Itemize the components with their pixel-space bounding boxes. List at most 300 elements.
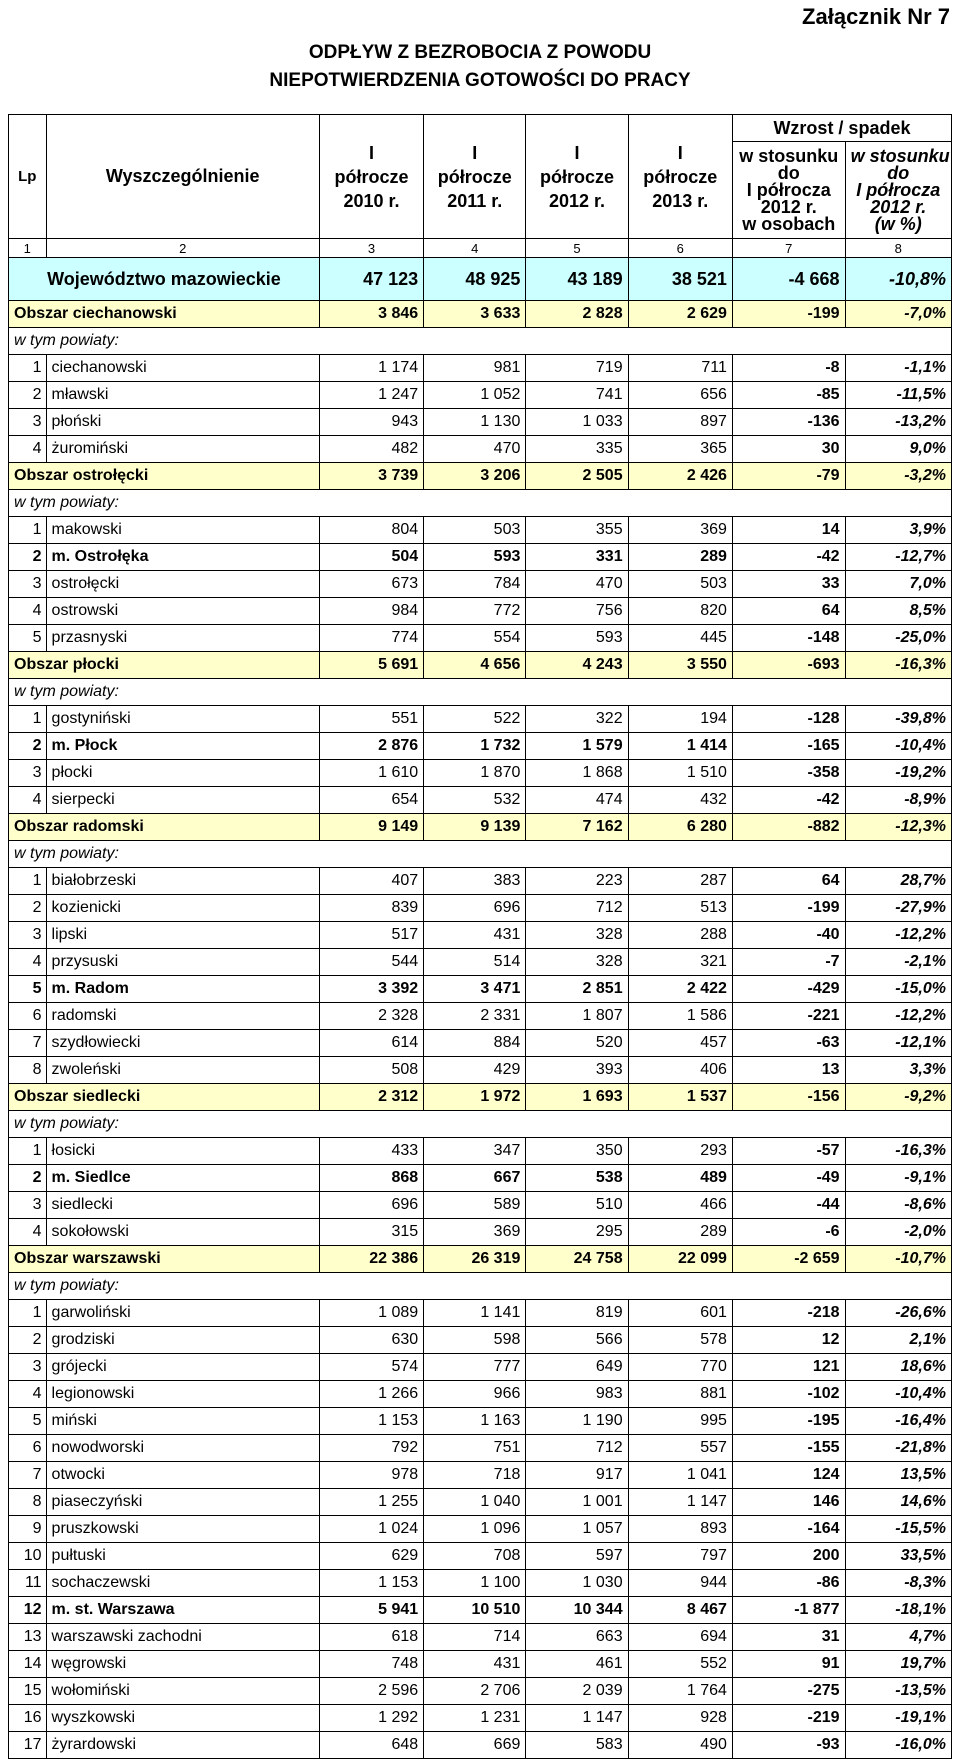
cell: 589 xyxy=(424,1192,526,1219)
powiaty-label: w tym powiaty: xyxy=(9,328,952,355)
cell: 2 039 xyxy=(526,1678,628,1705)
row-name: lipski xyxy=(46,922,319,949)
cell: 9,0% xyxy=(845,436,951,463)
cell: 1 764 xyxy=(628,1678,732,1705)
cell: -12,2% xyxy=(845,1003,951,1030)
cell: 667 xyxy=(424,1165,526,1192)
cell: 2 331 xyxy=(424,1003,526,1030)
cell: 406 xyxy=(628,1057,732,1084)
row-number: 3 xyxy=(9,409,47,436)
row-name: przysuski xyxy=(46,949,319,976)
cell: -9,2% xyxy=(845,1084,951,1111)
cell: 1 057 xyxy=(526,1516,628,1543)
cell: 797 xyxy=(628,1543,732,1570)
header-2011: I półrocze 2011 r. xyxy=(424,115,526,239)
region-name: Obszar radomski xyxy=(9,814,320,841)
cell: 508 xyxy=(319,1057,423,1084)
cell: 804 xyxy=(319,517,423,544)
cell: 1 414 xyxy=(628,733,732,760)
cell: 566 xyxy=(526,1327,628,1354)
cell: -10,8% xyxy=(845,258,951,301)
header-change-pct: w stosunku do I półrocza 2012 r. (w %) xyxy=(845,142,951,239)
cell: 770 xyxy=(628,1354,732,1381)
colnum: 3 xyxy=(319,239,423,258)
cell: -79 xyxy=(732,463,845,490)
cell: 1 153 xyxy=(319,1408,423,1435)
cell: 712 xyxy=(526,1435,628,1462)
voivodeship-name: Województwo mazowieckie xyxy=(9,258,320,301)
cell: 673 xyxy=(319,571,423,598)
row-name: piaseczyński xyxy=(46,1489,319,1516)
cell: 544 xyxy=(319,949,423,976)
cell: -156 xyxy=(732,1084,845,1111)
table-row xyxy=(9,1570,952,1597)
table-row xyxy=(9,436,952,463)
cell: 1 693 xyxy=(526,1084,628,1111)
cell: -3,2% xyxy=(845,463,951,490)
cell: -16,3% xyxy=(845,1138,951,1165)
cell: -13,2% xyxy=(845,409,951,436)
row-name: łosicki xyxy=(46,1138,319,1165)
cell: 47 123 xyxy=(319,258,423,301)
cell: 1 033 xyxy=(526,409,628,436)
cell: -199 xyxy=(732,301,845,328)
cell: 1 163 xyxy=(424,1408,526,1435)
cell: 514 xyxy=(424,949,526,976)
row-name: żyrardowski xyxy=(46,1732,319,1759)
cell: 897 xyxy=(628,409,732,436)
row-name: m. Ostrołęka xyxy=(46,544,319,571)
row-name: m. Płock xyxy=(46,733,319,760)
cell: 3 392 xyxy=(319,976,423,1003)
cell: -165 xyxy=(732,733,845,760)
row-number: 3 xyxy=(9,571,47,598)
cell: 3 739 xyxy=(319,463,423,490)
powiaty-label: w tym powiaty: xyxy=(9,1273,952,1300)
cell: 819 xyxy=(526,1300,628,1327)
cell: 383 xyxy=(424,868,526,895)
cell: -10,4% xyxy=(845,733,951,760)
cell: 574 xyxy=(319,1354,423,1381)
cell: 1 030 xyxy=(526,1570,628,1597)
header-row xyxy=(9,115,952,142)
table-row xyxy=(9,1300,952,1327)
table-row xyxy=(9,355,952,382)
cell: -49 xyxy=(732,1165,845,1192)
cell: 1 231 xyxy=(424,1705,526,1732)
cell: 719 xyxy=(526,355,628,382)
cell: 38 521 xyxy=(628,258,732,301)
row-number: 2 xyxy=(9,895,47,922)
table-row xyxy=(9,1705,952,1732)
cell: 369 xyxy=(424,1219,526,1246)
cell: 31 xyxy=(732,1624,845,1651)
row-name: płocki xyxy=(46,760,319,787)
cell: 1 174 xyxy=(319,355,423,382)
cell: -11,5% xyxy=(845,382,951,409)
cell: 774 xyxy=(319,625,423,652)
cell: 1 041 xyxy=(628,1462,732,1489)
cell: -164 xyxy=(732,1516,845,1543)
colnum: 7 xyxy=(732,239,845,258)
cell: 393 xyxy=(526,1057,628,1084)
header-2012: I półrocze 2012 r. xyxy=(526,115,628,239)
cell: 1 147 xyxy=(628,1489,732,1516)
row-number: 5 xyxy=(9,1408,47,1435)
table-row xyxy=(9,1192,952,1219)
row-number: 4 xyxy=(9,1381,47,1408)
table-row xyxy=(9,1381,952,1408)
powiaty-label: w tym powiaty: xyxy=(9,1111,952,1138)
cell: 293 xyxy=(628,1138,732,1165)
cell: 583 xyxy=(526,1732,628,1759)
region-name: Obszar warszawski xyxy=(9,1246,320,1273)
header-change: Wzrost / spadek xyxy=(732,115,951,142)
row-name: nowodworski xyxy=(46,1435,319,1462)
powiaty-label-row xyxy=(9,1111,952,1138)
cell: -136 xyxy=(732,409,845,436)
cell: -12,2% xyxy=(845,922,951,949)
row-name: płoński xyxy=(46,409,319,436)
cell: -16,0% xyxy=(845,1732,951,1759)
cell: 8,5% xyxy=(845,598,951,625)
cell: 429 xyxy=(424,1057,526,1084)
cell: -57 xyxy=(732,1138,845,1165)
cell: 28,7% xyxy=(845,868,951,895)
cell: -2,1% xyxy=(845,949,951,976)
cell: -39,8% xyxy=(845,706,951,733)
cell: -218 xyxy=(732,1300,845,1327)
city-row xyxy=(9,733,952,760)
city-row xyxy=(9,976,952,1003)
column-number-row xyxy=(9,239,952,258)
cell: -19,1% xyxy=(845,1705,951,1732)
region-row xyxy=(9,463,952,490)
row-number: 8 xyxy=(9,1057,47,1084)
cell: 839 xyxy=(319,895,423,922)
cell: 1 255 xyxy=(319,1489,423,1516)
cell: -16,3% xyxy=(845,652,951,679)
cell: -13,5% xyxy=(845,1678,951,1705)
cell: 289 xyxy=(628,544,732,571)
cell: -21,8% xyxy=(845,1435,951,1462)
row-name: pułtuski xyxy=(46,1543,319,1570)
table-row xyxy=(9,517,952,544)
cell: 3 471 xyxy=(424,976,526,1003)
colnum: 6 xyxy=(628,239,732,258)
cell: -1 877 xyxy=(732,1597,845,1624)
table-row xyxy=(9,1354,952,1381)
row-number: 11 xyxy=(9,1570,47,1597)
cell: 431 xyxy=(424,1651,526,1678)
powiaty-label-row xyxy=(9,490,952,517)
cell: 503 xyxy=(424,517,526,544)
cell: 981 xyxy=(424,355,526,382)
cell: 1 130 xyxy=(424,409,526,436)
cell: -19,2% xyxy=(845,760,951,787)
cell: -42 xyxy=(732,787,845,814)
row-name: warszawski zachodni xyxy=(46,1624,319,1651)
cell: 1 868 xyxy=(526,760,628,787)
cell: -63 xyxy=(732,1030,845,1057)
cell: 3 846 xyxy=(319,301,423,328)
cell: 9 139 xyxy=(424,814,526,841)
cell: 984 xyxy=(319,598,423,625)
cell: 694 xyxy=(628,1624,732,1651)
row-name: wyszkowski xyxy=(46,1705,319,1732)
row-number: 1 xyxy=(9,1300,47,1327)
cell: 784 xyxy=(424,571,526,598)
cell: 12 xyxy=(732,1327,845,1354)
cell: -12,3% xyxy=(845,814,951,841)
cell: 22 386 xyxy=(319,1246,423,1273)
cell: 1 096 xyxy=(424,1516,526,1543)
row-number: 4 xyxy=(9,598,47,625)
cell: -12,1% xyxy=(845,1030,951,1057)
cell: 1 190 xyxy=(526,1408,628,1435)
cell: 1 807 xyxy=(526,1003,628,1030)
row-name: otwocki xyxy=(46,1462,319,1489)
table-row xyxy=(9,571,952,598)
row-name: garwoliński xyxy=(46,1300,319,1327)
cell: -15,5% xyxy=(845,1516,951,1543)
powiaty-label: w tym powiaty: xyxy=(9,841,952,868)
cell: 470 xyxy=(424,436,526,463)
row-name: sierpecki xyxy=(46,787,319,814)
cell: 756 xyxy=(526,598,628,625)
cell: 3 633 xyxy=(424,301,526,328)
row-name: makowski xyxy=(46,517,319,544)
row-number: 1 xyxy=(9,355,47,382)
cell: 64 xyxy=(732,598,845,625)
cell: 1 510 xyxy=(628,760,732,787)
cell: -219 xyxy=(732,1705,845,1732)
cell: 288 xyxy=(628,922,732,949)
cell: 315 xyxy=(319,1219,423,1246)
cell: 711 xyxy=(628,355,732,382)
city-row xyxy=(9,1165,952,1192)
row-name: grodziski xyxy=(46,1327,319,1354)
cell: 1 732 xyxy=(424,733,526,760)
powiaty-label-row xyxy=(9,1273,952,1300)
header-lp: Lp xyxy=(9,115,47,239)
cell: 18,6% xyxy=(845,1354,951,1381)
cell: 7 162 xyxy=(526,814,628,841)
cell: -693 xyxy=(732,652,845,679)
table-row xyxy=(9,1003,952,1030)
powiaty-label-row xyxy=(9,328,952,355)
header-description: Wyszczególnienie xyxy=(46,115,319,239)
cell: 200 xyxy=(732,1543,845,1570)
colnum: 5 xyxy=(526,239,628,258)
row-name: sokołowski xyxy=(46,1219,319,1246)
row-number: 14 xyxy=(9,1651,47,1678)
cell: 669 xyxy=(424,1732,526,1759)
cell: 868 xyxy=(319,1165,423,1192)
table-row xyxy=(9,1678,952,1705)
table-row xyxy=(9,1624,952,1651)
region-row xyxy=(9,301,952,328)
row-number: 17 xyxy=(9,1732,47,1759)
cell: 1 153 xyxy=(319,1570,423,1597)
row-number: 3 xyxy=(9,1192,47,1219)
cell: 490 xyxy=(628,1732,732,1759)
table-row xyxy=(9,706,952,733)
cell: -9,1% xyxy=(845,1165,951,1192)
cell: 470 xyxy=(526,571,628,598)
colnum: 8 xyxy=(845,239,951,258)
cell: 554 xyxy=(424,625,526,652)
row-number: 1 xyxy=(9,706,47,733)
cell: 466 xyxy=(628,1192,732,1219)
row-number: 4 xyxy=(9,1219,47,1246)
row-name: żuromiński xyxy=(46,436,319,463)
powiaty-label: w tym powiaty: xyxy=(9,490,952,517)
cell: 1 870 xyxy=(424,760,526,787)
cell: 1 266 xyxy=(319,1381,423,1408)
cell: 1 972 xyxy=(424,1084,526,1111)
cell: -27,9% xyxy=(845,895,951,922)
cell: -42 xyxy=(732,544,845,571)
cell: 503 xyxy=(628,571,732,598)
cell: 43 189 xyxy=(526,258,628,301)
cell: 482 xyxy=(319,436,423,463)
cell: -1,1% xyxy=(845,355,951,382)
cell: 6 280 xyxy=(628,814,732,841)
row-number: 4 xyxy=(9,436,47,463)
cell: 1 040 xyxy=(424,1489,526,1516)
annex-label: Załącznik Nr 7 xyxy=(802,4,950,29)
table-row xyxy=(9,382,952,409)
cell: 64 xyxy=(732,868,845,895)
outflow-table xyxy=(8,114,952,1759)
cell: 2 422 xyxy=(628,976,732,1003)
table-row xyxy=(9,1489,952,1516)
cell: 14,6% xyxy=(845,1489,951,1516)
page-title-line1: ODPŁYW Z BEZROBOCIA Z POWODU xyxy=(308,42,652,63)
cell: 321 xyxy=(628,949,732,976)
row-name: grójecki xyxy=(46,1354,319,1381)
cell: -8 xyxy=(732,355,845,382)
cell: 504 xyxy=(319,544,423,571)
header-2010: I półrocze 2010 r. xyxy=(319,115,423,239)
region-row xyxy=(9,814,952,841)
row-name: gostyniński xyxy=(46,706,319,733)
row-number: 2 xyxy=(9,544,47,571)
cell: 557 xyxy=(628,1435,732,1462)
powiaty-label-row xyxy=(9,841,952,868)
table-row xyxy=(9,1462,952,1489)
cell: 328 xyxy=(526,949,628,976)
cell: 7,0% xyxy=(845,571,951,598)
cell: 33 xyxy=(732,571,845,598)
cell: 618 xyxy=(319,1624,423,1651)
table-row xyxy=(9,1516,952,1543)
cell: 1 610 xyxy=(319,760,423,787)
table-row xyxy=(9,409,952,436)
cell: 510 xyxy=(526,1192,628,1219)
row-name: pruszkowski xyxy=(46,1516,319,1543)
cell: 777 xyxy=(424,1354,526,1381)
cell: 1 052 xyxy=(424,382,526,409)
cell: 983 xyxy=(526,1381,628,1408)
cell: 1 100 xyxy=(424,1570,526,1597)
cell: -221 xyxy=(732,1003,845,1030)
row-number: 3 xyxy=(9,922,47,949)
cell: 1 292 xyxy=(319,1705,423,1732)
cell: 1 537 xyxy=(628,1084,732,1111)
cell: 928 xyxy=(628,1705,732,1732)
cell: 893 xyxy=(628,1516,732,1543)
row-number: 3 xyxy=(9,1354,47,1381)
cell: 5 941 xyxy=(319,1597,423,1624)
cell: 9 149 xyxy=(319,814,423,841)
row-number: 1 xyxy=(9,868,47,895)
cell: 708 xyxy=(424,1543,526,1570)
table-row xyxy=(9,1651,952,1678)
cell: 517 xyxy=(319,922,423,949)
table-row xyxy=(9,760,952,787)
cell: 2 876 xyxy=(319,733,423,760)
row-name: zwoleński xyxy=(46,1057,319,1084)
cell: 2 596 xyxy=(319,1678,423,1705)
cell: 1 024 xyxy=(319,1516,423,1543)
table-row xyxy=(9,598,952,625)
cell: -429 xyxy=(732,976,845,1003)
region-row xyxy=(9,652,952,679)
row-number: 2 xyxy=(9,733,47,760)
cell: -10,7% xyxy=(845,1246,951,1273)
cell: 538 xyxy=(526,1165,628,1192)
cell: -8,9% xyxy=(845,787,951,814)
cell: -2 659 xyxy=(732,1246,845,1273)
cell: 884 xyxy=(424,1030,526,1057)
cell: -44 xyxy=(732,1192,845,1219)
table-row xyxy=(9,922,952,949)
cell: 365 xyxy=(628,436,732,463)
cell: 712 xyxy=(526,895,628,922)
cell: 4 243 xyxy=(526,652,628,679)
cell: 91 xyxy=(732,1651,845,1678)
cell: 820 xyxy=(628,598,732,625)
row-name: miński xyxy=(46,1408,319,1435)
cell: -40 xyxy=(732,922,845,949)
row-number: 15 xyxy=(9,1678,47,1705)
row-number: 6 xyxy=(9,1435,47,1462)
row-number: 16 xyxy=(9,1705,47,1732)
cell: 532 xyxy=(424,787,526,814)
cell: 30 xyxy=(732,436,845,463)
cell: -18,1% xyxy=(845,1597,951,1624)
table-row xyxy=(9,1030,952,1057)
cell: 881 xyxy=(628,1381,732,1408)
cell: 520 xyxy=(526,1030,628,1057)
cell: 663 xyxy=(526,1624,628,1651)
city-row xyxy=(9,1597,952,1624)
row-name: wołomiński xyxy=(46,1678,319,1705)
cell: 295 xyxy=(526,1219,628,1246)
cell: 328 xyxy=(526,922,628,949)
cell: 461 xyxy=(526,1651,628,1678)
cell: 2 629 xyxy=(628,301,732,328)
cell: 598 xyxy=(424,1327,526,1354)
cell: 551 xyxy=(319,706,423,733)
cell: 552 xyxy=(628,1651,732,1678)
cell: -6 xyxy=(732,1219,845,1246)
row-name: ciechanowski xyxy=(46,355,319,382)
cell: -85 xyxy=(732,382,845,409)
table-row xyxy=(9,949,952,976)
